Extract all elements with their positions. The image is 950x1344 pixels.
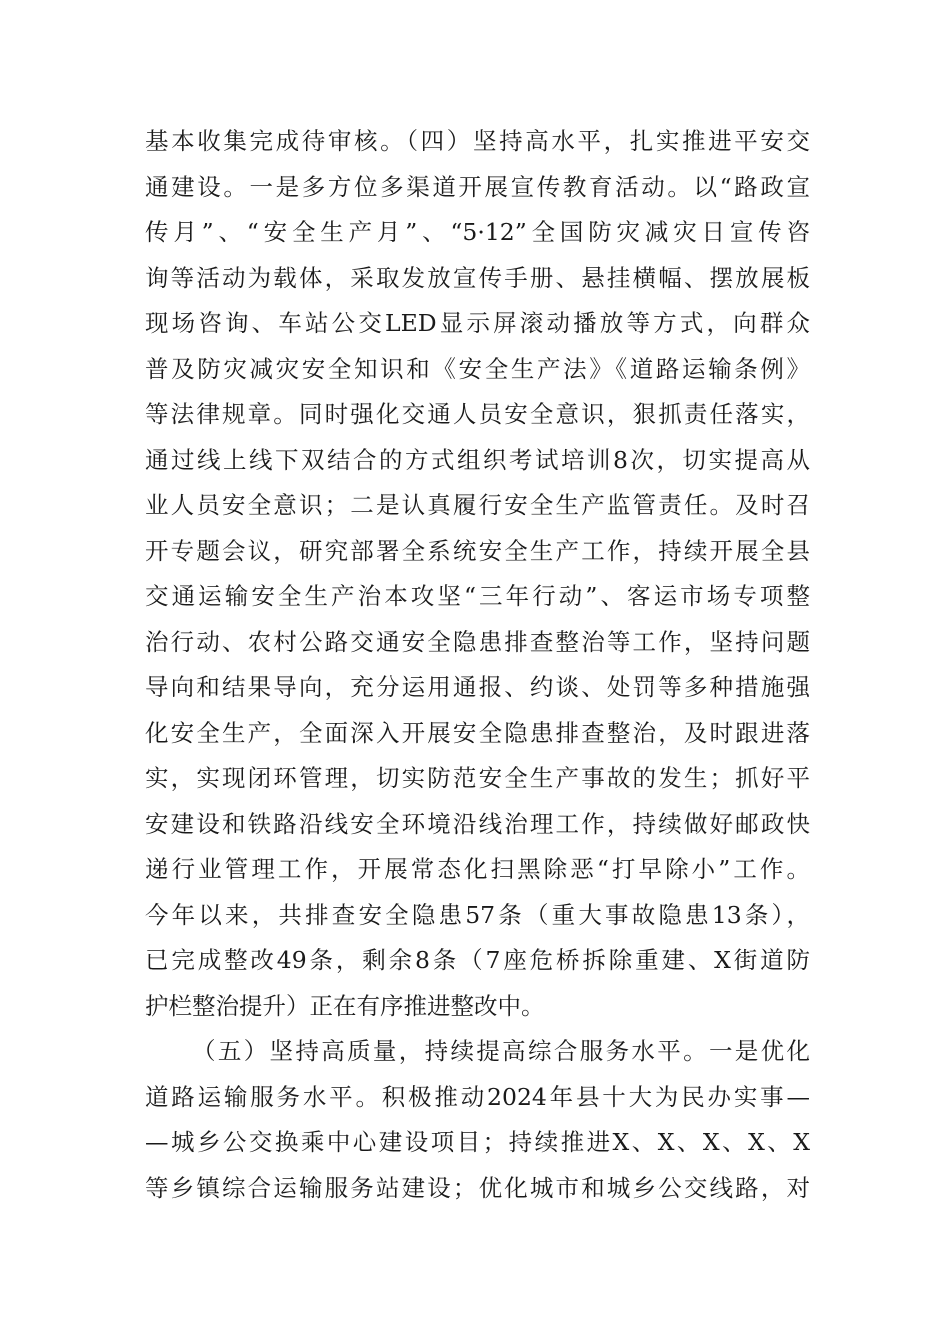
text-line: 实，实现闭环管理，切实防范安全生产事故的发生；抓好平 (145, 764, 810, 792)
text-line: 通过线上线下双结合的方式组织考试培训8次，切实提高从 (145, 445, 810, 474)
text-line: 询等活动为载体，采取发放宣传手册、悬挂横幅、摆放展板 (145, 263, 810, 292)
paragraph-start-line: （五）坚持高质量，持续提高综合服务水平。一是优化 (192, 1037, 810, 1065)
text-line: 现场咨询、车站公交LED显示屏滚动播放等方式，向群众 (145, 309, 810, 337)
text-line: —城乡公交换乘中心建设项目；持续推进X、X、X、X、X (145, 1128, 810, 1156)
text-line: 业人员安全意识；二是认真履行安全生产监管责任。及时召 (145, 491, 810, 519)
text-line: 基本收集完成待审核。（四）坚持高水平，扎实推进平安交 (145, 127, 810, 155)
text-line: 导向和结果导向，充分运用通报、约谈、处罚等多种措施强 (145, 673, 810, 701)
text-line: 安建设和铁路沿线安全环境沿线治理工作，持续做好邮政快 (145, 809, 810, 838)
text-line: 开专题会议，研究部署全系统安全生产工作，持续开展全县 (145, 536, 810, 565)
text-line: 道路运输服务水平。积极推动2024年县十大为民办实事— (145, 1082, 810, 1111)
text-line: 递行业管理工作，开展常态化扫黑除恶“打早除小”工作。 (145, 855, 810, 883)
text-line: 等法律规章。同时强化交通人员安全意识，狠抓责任落实， (145, 400, 810, 428)
text-line: 已完成整改49条，剩余8条（7座危桥拆除重建、X街道防 (145, 946, 810, 974)
text-line: 通建设。一是多方位多渠道开展宣传教育活动。以“路政宣 (145, 172, 810, 201)
text-line: 等乡镇综合运输服务站建设；优化城市和城乡公交线路，对 (145, 1173, 810, 1202)
text-line: 今年以来，共排查安全隐患57条（重大事故隐患13条）， (145, 900, 810, 929)
text-line: 普及防灾减灾安全知识和《安全生产法》《道路运输条例》 (145, 354, 810, 383)
text-line: 治行动、农村公路交通安全隐患排查整治等工作，坚持问题 (145, 627, 810, 656)
text-line: 化安全生产，全面深入开展安全隐患排查整治，及时跟进落 (145, 718, 810, 747)
text-line: 传月”、“安全生产月”、“5·12”全国防灾减灾日宣传咨 (145, 218, 810, 246)
text-line: 交通运输安全生产治本攻坚“三年行动”、客运市场专项整 (145, 582, 810, 610)
body-text (145, 119, 810, 1211)
paragraph-end-line: 护栏整治提升）正在有序推进整改中。 (145, 991, 545, 1020)
